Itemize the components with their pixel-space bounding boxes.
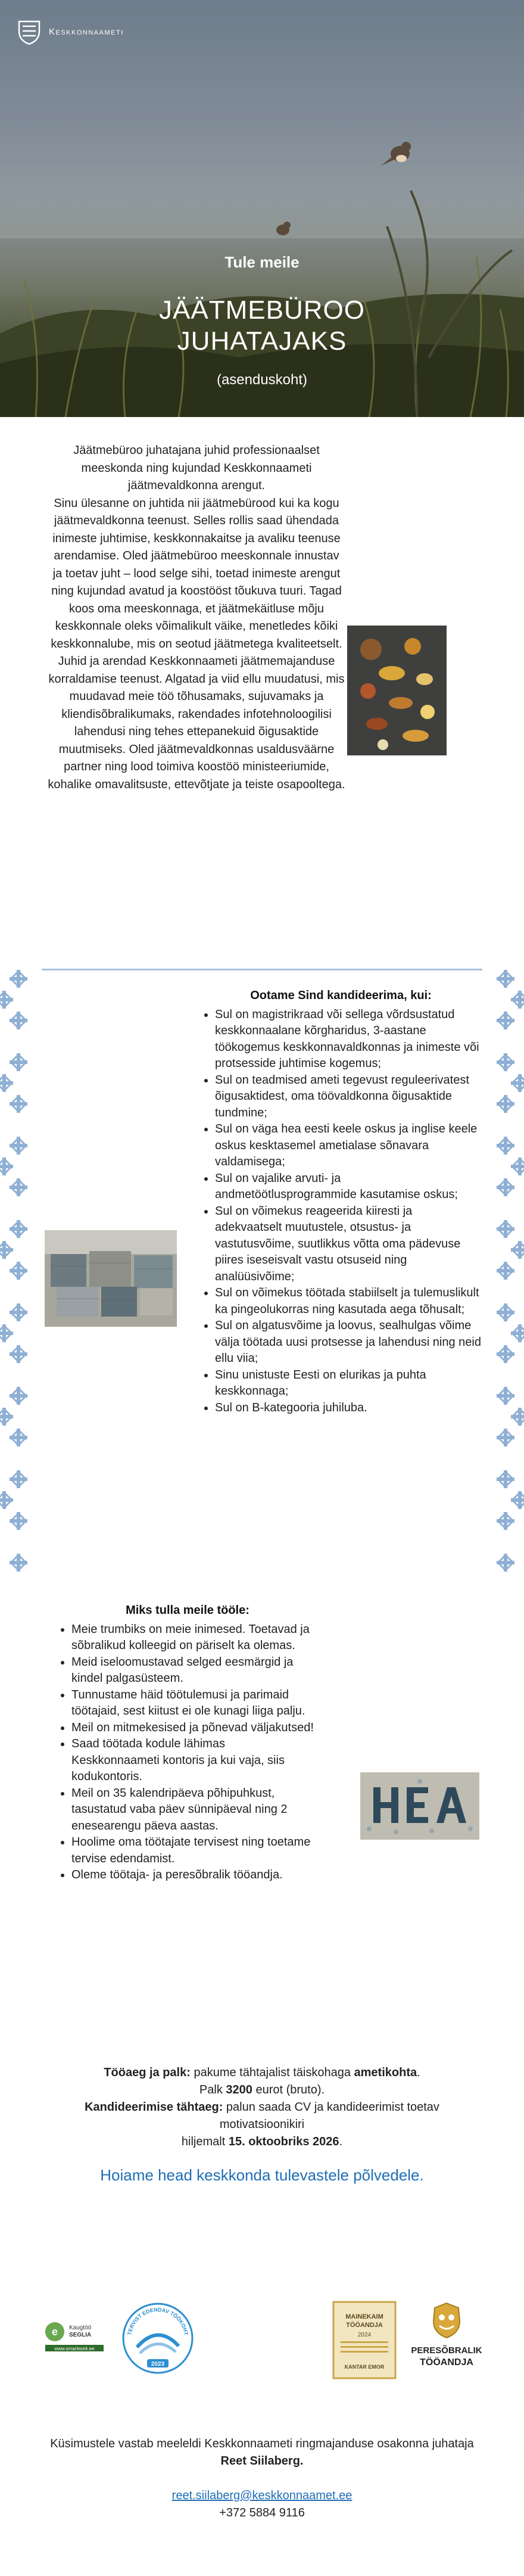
pay-position: ametikohta [354, 2066, 417, 2079]
benefits-heading: Miks tulla meile tööle: [126, 1604, 249, 1617]
slogan: Hoiame head keskkonda tulevastele põlvedele. [100, 2166, 424, 2184]
kaugtoo-line1: Kaugtöö [69, 2325, 92, 2331]
deadline-date-line [60, 2133, 464, 2151]
salary-suffix: eurot (bruto). [252, 2083, 325, 2096]
list-item: • Sul on võimekus reageerida kiiresti ja adekvaatselt muutustele, otsustus- ja vastutusvõime, suutlikkus võtta oma pädevuse piires iseseisvalt vastu otsuseid ning analüüsivõime; [215, 1203, 482, 1286]
pay-text-end: . [417, 2066, 420, 2079]
kaugtoo-line2: SEGLIA [69, 2332, 92, 2338]
hea-bottles-photo [360, 1772, 479, 1840]
hero-banner [0, 0, 524, 417]
pattern-border-top [42, 965, 482, 976]
smartwork-badge [42, 2311, 107, 2359]
contact-section [36, 2435, 488, 2522]
pay-line [60, 2064, 464, 2082]
hero-kicker: Tule meile [224, 253, 300, 271]
list-item: • Saad töötada kodule lähimas Keskkonnaameti kontoris ja kui vaja, siis kodukontoris. [71, 1736, 316, 1785]
deadline-text: palun saada CV ja kandideerimist toetav motivatsioonikiri [219, 2101, 439, 2131]
contact-intro: Küsimustele vastab meeleldi Keskkonnaameti ringmajanduse osakonna juhataja [50, 2437, 474, 2450]
health-badge-text: TERVIST EDENDAV TÖÖKOHT [126, 2306, 189, 2336]
mainekam-brand: KANTAR EMOR [344, 2364, 385, 2370]
requirements-list [199, 1007, 482, 1417]
list-item: • Oleme töötaja- ja peresõbralik tööandja. [71, 1867, 316, 1884]
list-item: • Meil on 35 kalendripäeva põhipuhkust, tasustatud vaba päev sünnipäeval ning 2 enesearengu päeva aastas. [71, 1785, 316, 1835]
deadline-label: Kandideerimise tähtaeg: [85, 2101, 223, 2114]
svg-text:e: e [51, 2326, 58, 2338]
pay-text: pakume tähtajalist täiskohaga [190, 2066, 354, 2079]
snowflake-pattern-icon [0, 965, 42, 1591]
smartwork-logo-icon [42, 2311, 107, 2359]
salary-line [60, 2082, 464, 2099]
contact-text [36, 2435, 488, 2470]
list-item: • Sul on võimekus töötada stabiilselt ja tulemuslikult ka pingeolukorras ning kasutada aega tõhusalt; [215, 1285, 482, 1318]
intro-paragraph: Juhid ja arendad Keskkonnaameti jäätmemajanduse korraldamise teenust. Algatad ja viid ellu muudatusi, mis muudavad meie töö tõhusamaks, sujuvamaks ja kliendisõbralikumaks, rakendades infotehnoloogilisi lahendusi ning tehes ettepanekuid õigusaktide muutmiseks. Oled jäätmevaldkonnas usaldusväärne partner ning lood toimiva koostöö ministeeriumide, kohalike omavalitsuste, ettevõtjate ja teiste osapooltega. [48, 655, 345, 791]
deadline-suffix: . [339, 2135, 343, 2148]
mainekam-line2: TÖÖANDJA [346, 2322, 383, 2329]
best-employer-badge [329, 2298, 400, 2382]
salary-prefix: Palk [199, 2083, 226, 2096]
deadline-date: 15. oktoobriks 2026 [228, 2135, 339, 2148]
family-friendly-badge [411, 2300, 482, 2377]
vegetable-waste-photo [347, 626, 447, 755]
requirements-section [199, 988, 482, 1416]
benefits-section [60, 1603, 316, 1884]
contact-person: Reet Siilaberg. [220, 2454, 304, 2468]
health-workplace-icon [119, 2300, 196, 2377]
deadline-prefix: hiljemalt [181, 2135, 229, 2148]
kaugtoo-url: www.smartwork.ee [54, 2346, 95, 2351]
contact-email-link[interactable]: reet.siilaberg@keskkonnaamet.ee [171, 2489, 353, 2502]
mainekam-year: 2024 [357, 2332, 372, 2338]
intro-text [48, 442, 345, 794]
salary-value: 3200 [226, 2083, 252, 2096]
list-item: • Sinu unistuste Eesti on elurikas ja puhta keskkonnaga; [215, 1367, 482, 1400]
brand-logo[interactable] [15, 18, 124, 45]
hea-bottles-illustration [360, 1772, 479, 1840]
snowflake-pattern-icon [482, 965, 524, 1591]
list-item: • Meil on mitmekesised ja põnevad väljakutsed! [71, 1720, 316, 1737]
pay-label: Tööaeg ja palk: [104, 2066, 191, 2079]
health-badge-year: 2023 [151, 2361, 165, 2367]
list-item: • Tunnustame häid töötulemusi ja parimaid töötajaid, sest kiitust ei ole kunagi liiga palju. [71, 1687, 316, 1720]
health-workplace-badge [119, 2300, 196, 2377]
list-item: • Hoolime oma töötajate tervisest ning toetame tervise edendamist. [71, 1834, 316, 1867]
deadline-line [60, 2099, 464, 2133]
family-friendly-icon [411, 2300, 482, 2377]
list-item: • Meie trumbiks on meie inimesed. Toetavad ja sõbralikud kolleegid on päriselt ka olemas. [71, 1622, 316, 1654]
list-item: • Sul on väga hea eesti keele oskus ja inglise keele oskus kesktasemel ametialase sõnavara valdamisega; [215, 1121, 482, 1171]
family-friendly-line2: TÖÖANDJA [420, 2357, 473, 2367]
list-item: • Sul on B-kategooria juhiluba. [215, 1400, 482, 1417]
brand-name: Keskkonnaameti [49, 26, 124, 37]
list-item: • Sul on magistrikraad või sellega võrdsustatud keskkonnaalane kõrgharidus, 3-aastane töökogemus keskkonnavaldkonnas ja inimeste või protsesside juhtimise kogemus; [215, 1007, 482, 1072]
best-employer-icon [329, 2298, 400, 2382]
requirements-heading: Ootame Sind kandideerima, kui: [250, 989, 432, 1002]
hero-subtitle: (asenduskoht) [216, 372, 308, 388]
contact-phone: +372 5884 9116 [219, 2506, 305, 2519]
coat-of-arms-icon [15, 18, 43, 45]
list-item: • Meid iseloomustavad selged eesmärgid ja kindel palgasüsteem. [71, 1654, 316, 1687]
pay-and-deadline [60, 2064, 464, 2151]
waste-bales-photo [45, 1230, 177, 1327]
list-item: • Sul on vajalike arvuti- ja andmetöötlusprogrammide kasutamise oskus; [215, 1171, 482, 1203]
intro-paragraph: Sinu ülesanne on juhtida nii jäätmebürood kui ka kogu jäätmevaldkonna teenust. Selles rollis saad ühendada inimeste juhtimise, keskkonnakaitse ja avaliku teenuse arendamise. Oled jäätmebüroo meeskonnale innustav ja toetav juht – lood selge sihi, toetad inimeste arengut ning kujundad avatud ja koostööst tõukuva tuuri. Tagad koos oma meeskonnaga, et jäätmekäitluse mõju keskkonnale oleks võimalikult väike, menetledes kõiki keskkonnalube, mis on seotud jäätmetega kvaliteetselt. [51, 496, 342, 651]
waste-bales-illustration [45, 1230, 177, 1327]
family-friendly-line1: PERESÕBRALIK [411, 2345, 482, 2356]
list-item: • Sul on algatusvõime ja loovus, sealhulgas võime välja töötada uusi protsesse ja lahendusi ning neid ellu viia; [215, 1318, 482, 1367]
benefits-list [60, 1622, 316, 1884]
vegetable-waste-illustration [347, 626, 447, 755]
list-item: • Sul on teadmised ameti tegevust reguleerivatest õigusaktidest, oma töövaldkonna õigusaktide tundmine; [215, 1072, 482, 1122]
page-title: JÄÄTMEBÜROO JUHATAJAKS [159, 295, 365, 356]
mainekam-line1: MAINEKAIM [345, 2313, 383, 2320]
intro-paragraph: Jäätmebüroo juhatajana juhid professionaalset meeskonda ning kujundad Keskkonnaameti jäätmevaldkonna arengut. [73, 444, 320, 492]
